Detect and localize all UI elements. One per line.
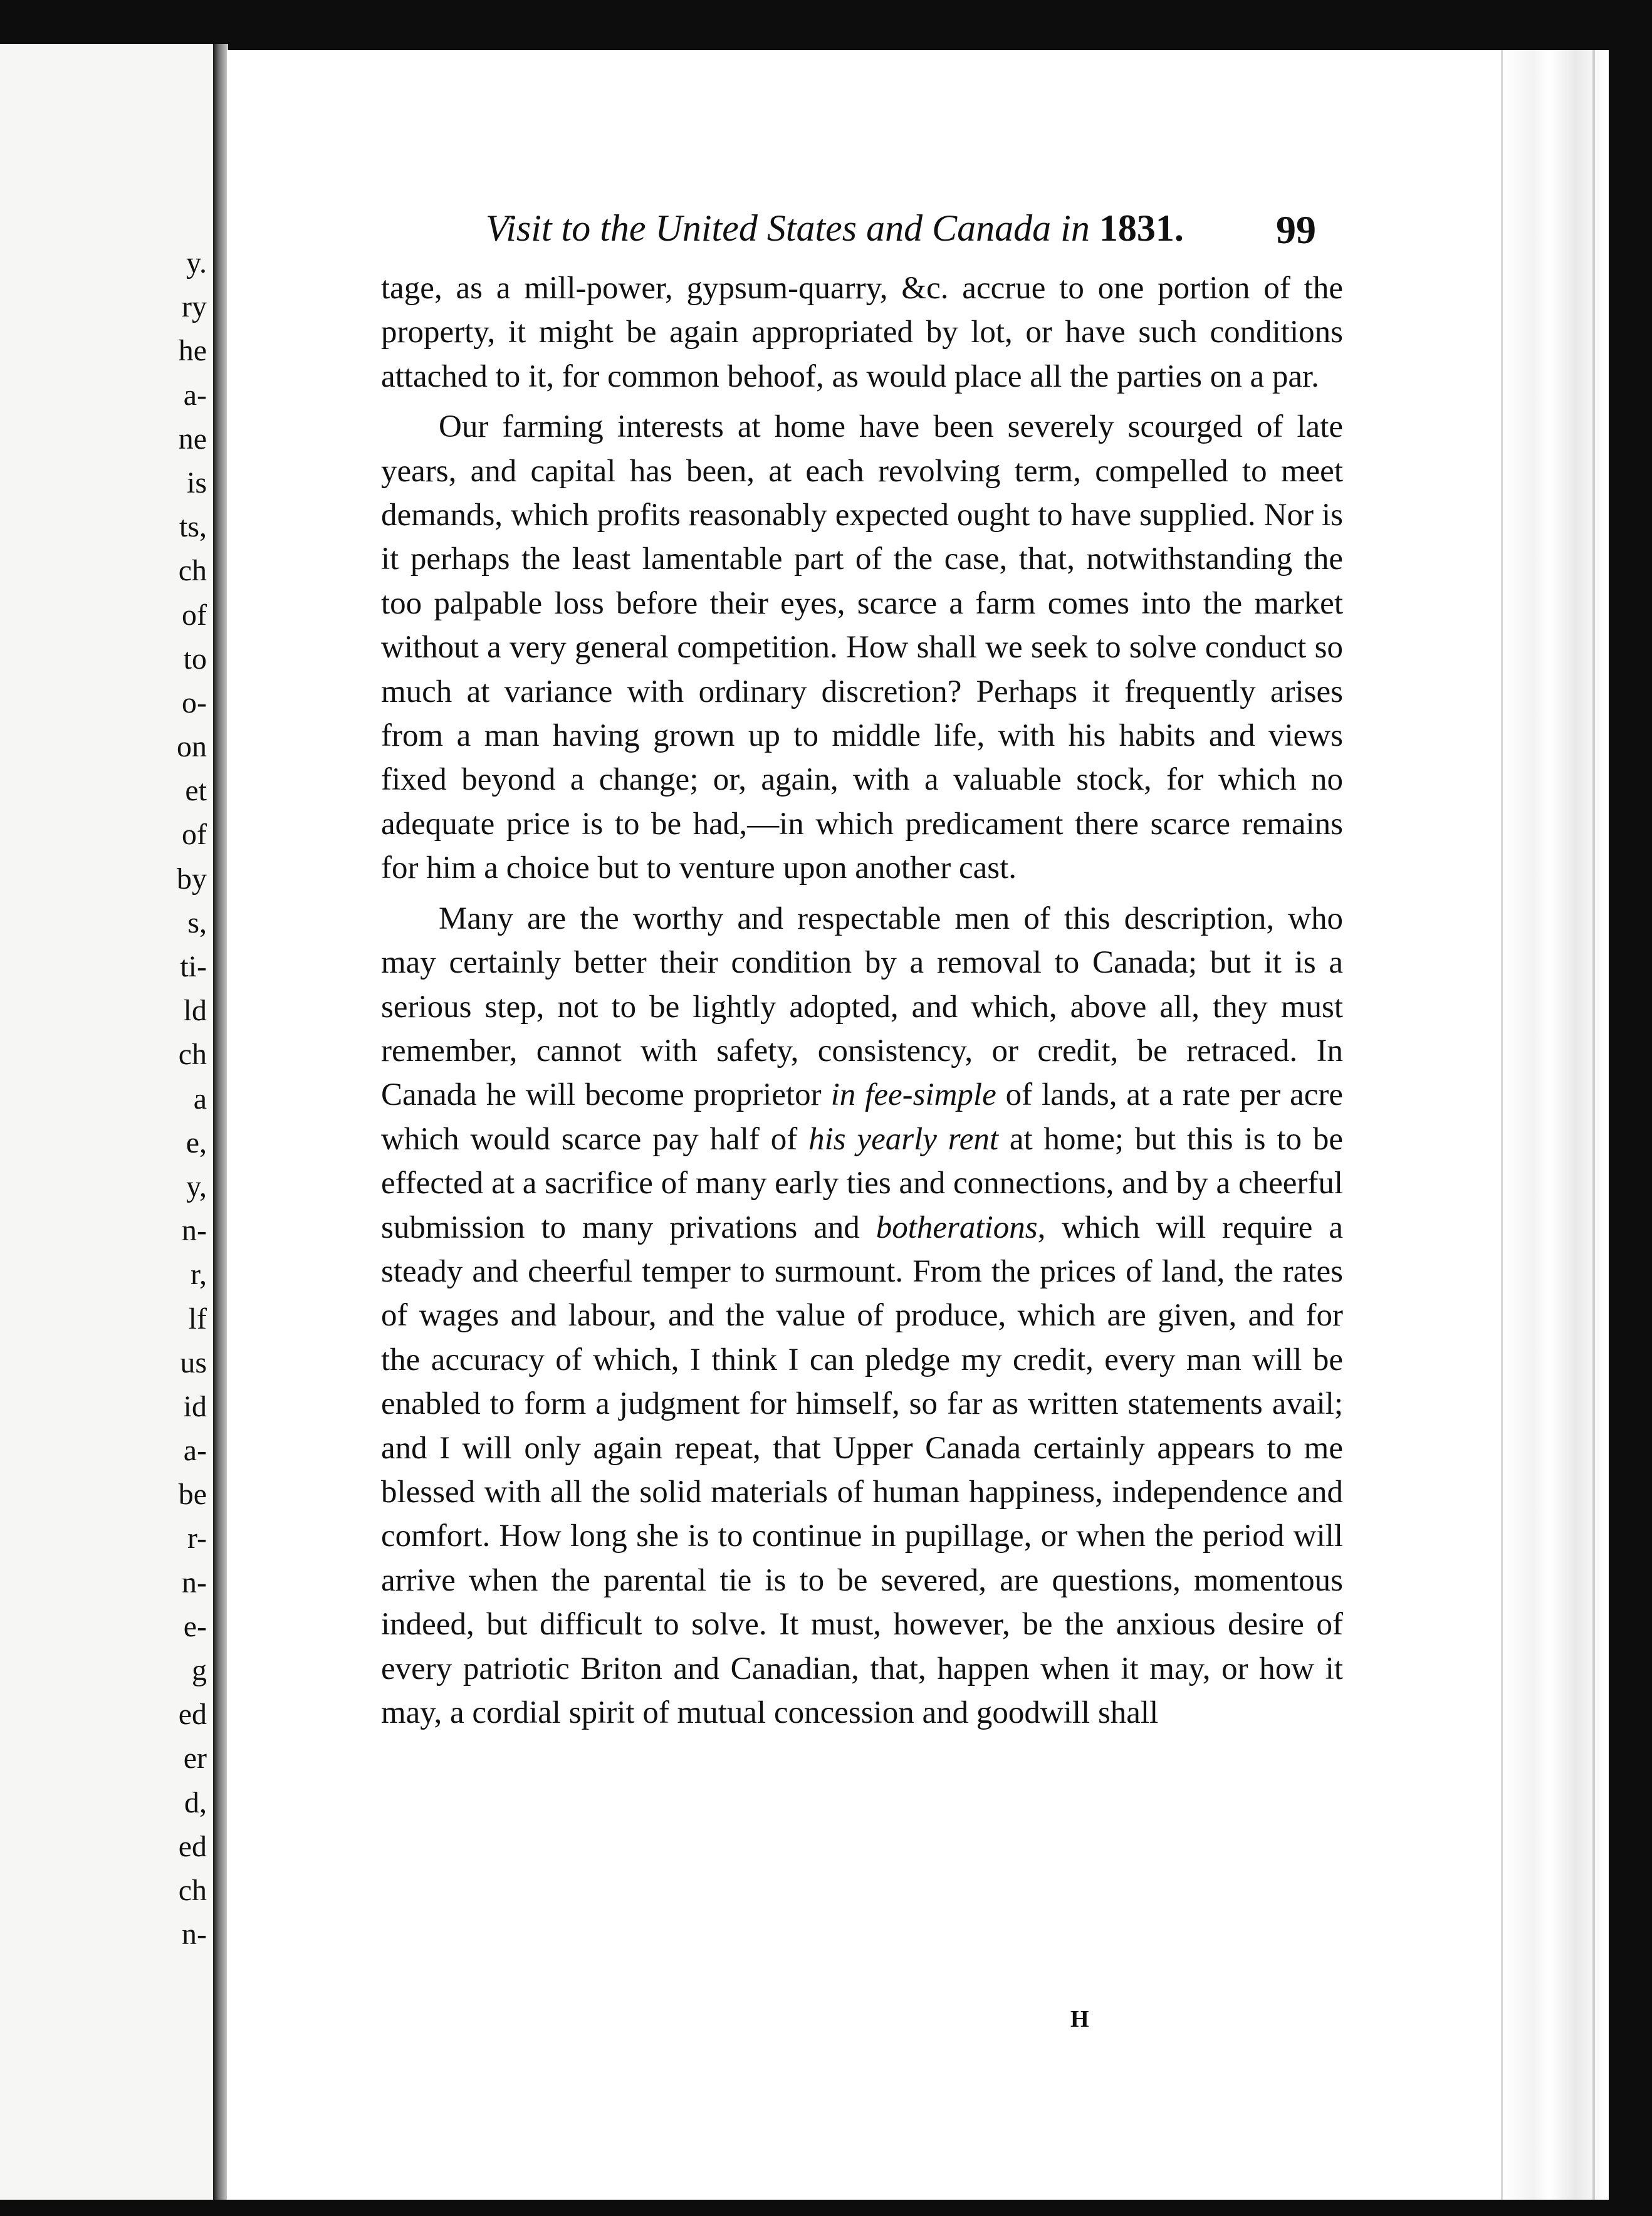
left-page-fragment: a [193,1082,207,1116]
left-page-fragment: s, [187,906,207,939]
text-run: of lands, at a rate per acre which would scarce pay half of [381,1077,1344,1157]
left-page-fragment: a- [183,1434,207,1468]
left-page-fragment: by [177,862,207,896]
page-header [486,207,1316,257]
text-run: Many are the worthy and respectable men of this description, who may certainly better their condition by a removal to Canada; but it is a serious step, not to be lightly adopted, and which, above all, they must remember, cannot with safety, consistency, or credit, be retraced. In Canada he will become proprietor [381,901,1343,1113]
body-text [381,266,1343,1735]
paragraph [381,266,1343,399]
left-page-fragment: of [182,598,207,632]
left-page-fragment: be [178,1478,207,1512]
running-head: Visit to the United States and Canada in 1831. [486,207,1184,249]
left-page-fragment: ts, [179,510,207,544]
italic-text: in fee-simple [830,1077,996,1113]
left-page-fragment: he [178,334,207,368]
text-run: Our farming interests at home have been severely scourged of late years, and capital has been, at each revolving term, compelled to meet demands, which profits reasonably expected ought to have supplied. Nor is it perhaps the least lamentable part of the case, that, notwithstanding the too palpable loss before their eyes, scarce a farm comes into the market without a very general competition. How shall we seek to solve conduct so much at variance with ordinary discretion? Perhaps it frequently arises from a man having grown up to middle life, with his habits and views fixed beyond a change; or, again, with a valuable stock, for which no adequate price is to be had,—in which predicament there scarce remains for him a choice but to venture upon another cast. [381,409,1343,886]
left-page-fragment: ed [178,1829,207,1863]
left-page-fragment: r- [187,1522,207,1555]
left-page-fragment: is [186,466,207,499]
book-gutter [213,44,228,2200]
left-page-fragment: lf [188,1302,207,1335]
left-page-fragment: ry [182,290,207,324]
left-page-fragment: n- [182,1565,207,1599]
left-page-fragment: ch [178,1873,207,1907]
left-page-fragment: id [183,1389,207,1423]
left-page-fragment: r, [190,1258,207,1292]
left-page-fragment: ch [178,554,207,588]
left-page-fragment: y. [186,246,207,280]
text-run: , which will require a steady and cheerful temper to surmount. From the prices of land, the rates of wages and labour, and the value of produce, which are given, and for the accuracy of which, I think I can pledge my credit, every man will be enabled to form a judgment for himself, so far as written statements avail; and I will only again repeat, that Upper Canada certainly appears to me blessed with all the solid materials of human happiness, independence and comfort. How long she is to continue in pupillage, or when the period will arrive when the parental tie is to be severed, are questions, momentous indeed, but difficult to solve. It must, however, be the anxious desire of every patriotic Briton and Canadian, that, happen when it may, or how it may, a cordial spirit of mutual concession and goodwill shall [381,1210,1343,1730]
left-page-fragment: e- [183,1609,207,1643]
left-page-fragment: ti- [180,950,207,983]
paragraph [381,897,1343,1735]
signature-mark: H [1070,2006,1089,2032]
left-page-fragment: ld [183,994,207,1028]
left-page-fragment: of [182,818,207,852]
left-page-fragment: g [192,1654,207,1687]
left-page-fragment: et [185,774,207,808]
left-page-fragment: y, [186,1169,207,1203]
paragraph [381,405,1343,890]
left-page-fragment: ch [178,1038,207,1072]
left-page-fragment: n- [182,1214,207,1248]
left-page-fragment: to [183,642,207,676]
left-page-fragment: on [177,730,207,764]
text-run: tage, as a mill-power, gypsum-quarry, &c. accrue to one portion of the property, it might be again appropriated by lot, or have such conditions attached to it, for common behoof, as would place all the parties on a par. [381,271,1343,394]
left-page-fragment: d, [184,1785,207,1819]
left-page-fragment: er [183,1742,207,1775]
text-run: at home; but this is to be effected at a sacrifice of many early ties and connections, and by a cheerful submission to many privations and [381,1121,1344,1245]
left-page-fragment: n- [182,1918,207,1952]
left-page-fragment: a- [183,378,207,412]
page-number: 99 [1276,207,1316,252]
left-page-fragment: ne [178,422,207,456]
italic-text: botherations [876,1210,1038,1245]
left-page-fragment: us [180,1346,207,1379]
left-page-fragment: ed [178,1698,207,1732]
left-page-fragment: e, [186,1126,207,1159]
left-page-fragment: o- [182,686,207,719]
italic-text: his yearly rent [808,1121,999,1157]
left-page-text-fragments [0,241,207,1957]
page-edge [1501,50,1606,2200]
running-head-year: 1831. [1099,207,1184,249]
